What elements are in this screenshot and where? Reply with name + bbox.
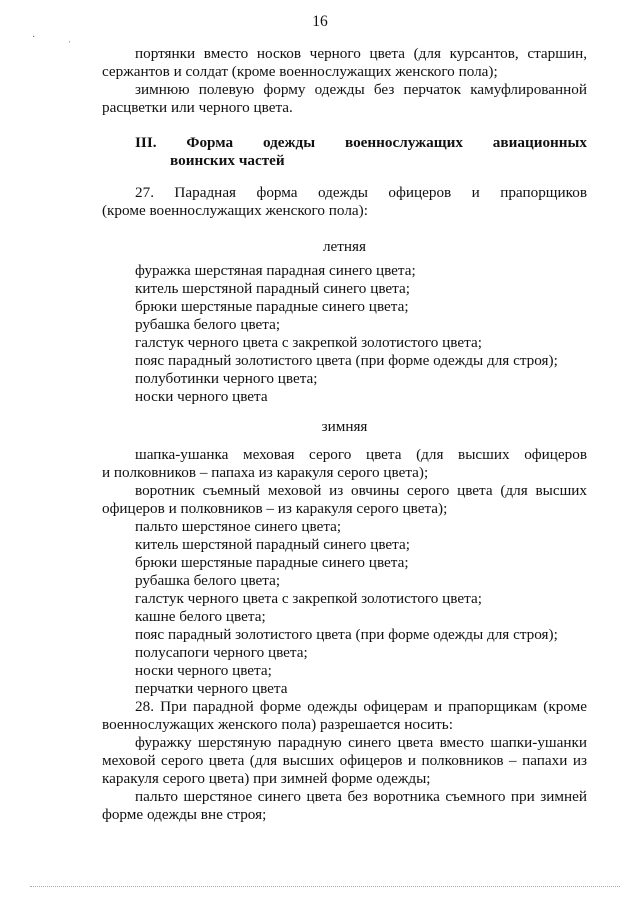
text-line: портянки вместо носков черного цвета (для курсантов, старшин,	[135, 45, 587, 62]
text-line: меховой серого цвета (для высших офицеров и полковников – папахи из	[102, 752, 587, 769]
list-item: пальто шерстяное синего цвета;	[135, 518, 342, 535]
list-item: брюки шерстяные парадные синего цвета;	[135, 554, 409, 571]
text-line: сержантов и солдат (кроме военнослужащих женского пола);	[102, 63, 498, 80]
list-item: воротник съемный меховой из овчины серого цвета (для высших	[135, 482, 587, 499]
paragraph-27: 27. Парадная форма одежды офицеров и прапорщиков	[135, 184, 587, 201]
list-item: галстук черного цвета с закрепкой золотистого цвета;	[135, 590, 482, 607]
scan-speck: ·	[32, 32, 36, 43]
list-item: галстук черного цвета с закрепкой золотистого цвета;	[135, 334, 482, 351]
list-item: брюки шерстяные парадные синего цвета;	[135, 298, 409, 315]
list-item: полусапоги черного цвета;	[135, 644, 308, 661]
scan-speck: ˌ	[68, 32, 72, 43]
paragraph-28: 28. При парадной форме одежды офицерам и прапорщикам (кроме	[135, 698, 587, 715]
list-item: фуражку шерстяную парадную синего цвета вместо шапки-ушанки	[135, 734, 587, 751]
text-line: и полковников – папаха из каракуля серого цвета);	[102, 464, 429, 481]
list-item: носки черного цвета;	[135, 662, 272, 679]
list-item: пальто шерстяное синего цвета без воротника съемного при зимней	[135, 788, 587, 805]
list-item: фуражка шерстяная парадная синего цвета;	[135, 262, 416, 279]
text-line: каракуля серого цвета) при зимней форме одежды;	[102, 770, 431, 787]
scan-edge-noise	[30, 886, 620, 887]
section-heading-cont: воинских частей	[170, 152, 285, 169]
list-item: рубашка белого цвета;	[135, 316, 281, 333]
text-line: форме одежды вне строя;	[102, 806, 267, 823]
text-line: зимнюю полевую форму одежды без перчаток камуфлированной	[135, 81, 587, 98]
list-item: рубашка белого цвета;	[135, 572, 281, 589]
list-item: перчатки черного цвета	[135, 680, 288, 697]
list-item: шапка-ушанка меховая серого цвета (для высших офицеров	[135, 446, 587, 463]
list-item: кашне белого цвета;	[135, 608, 266, 625]
section-heading: III. Форма одежды военнослужащих авиационных	[135, 134, 587, 151]
subheading-winter: зимняя	[321, 418, 368, 435]
text-line: (кроме военнослужащих женского пола):	[102, 202, 368, 219]
text-line: военнослужащих женского пола) разрешается носить:	[102, 716, 453, 733]
list-item: китель шерстяной парадный синего цвета;	[135, 536, 410, 553]
list-item: пояс парадный золотистого цвета (при форме одежды для строя);	[135, 626, 558, 643]
page-number: 16	[312, 13, 328, 30]
list-item: носки черного цвета	[135, 388, 268, 405]
text-line: офицеров и полковников – из каракуля серого цвета);	[102, 500, 448, 517]
text-line: расцветки или черного цвета.	[102, 99, 293, 116]
list-item: пояс парадный золотистого цвета (при форме одежды для строя);	[135, 352, 558, 369]
list-item: полуботинки черного цвета;	[135, 370, 318, 387]
list-item: китель шерстяной парадный синего цвета;	[135, 280, 410, 297]
subheading-summer: летняя	[322, 238, 367, 255]
